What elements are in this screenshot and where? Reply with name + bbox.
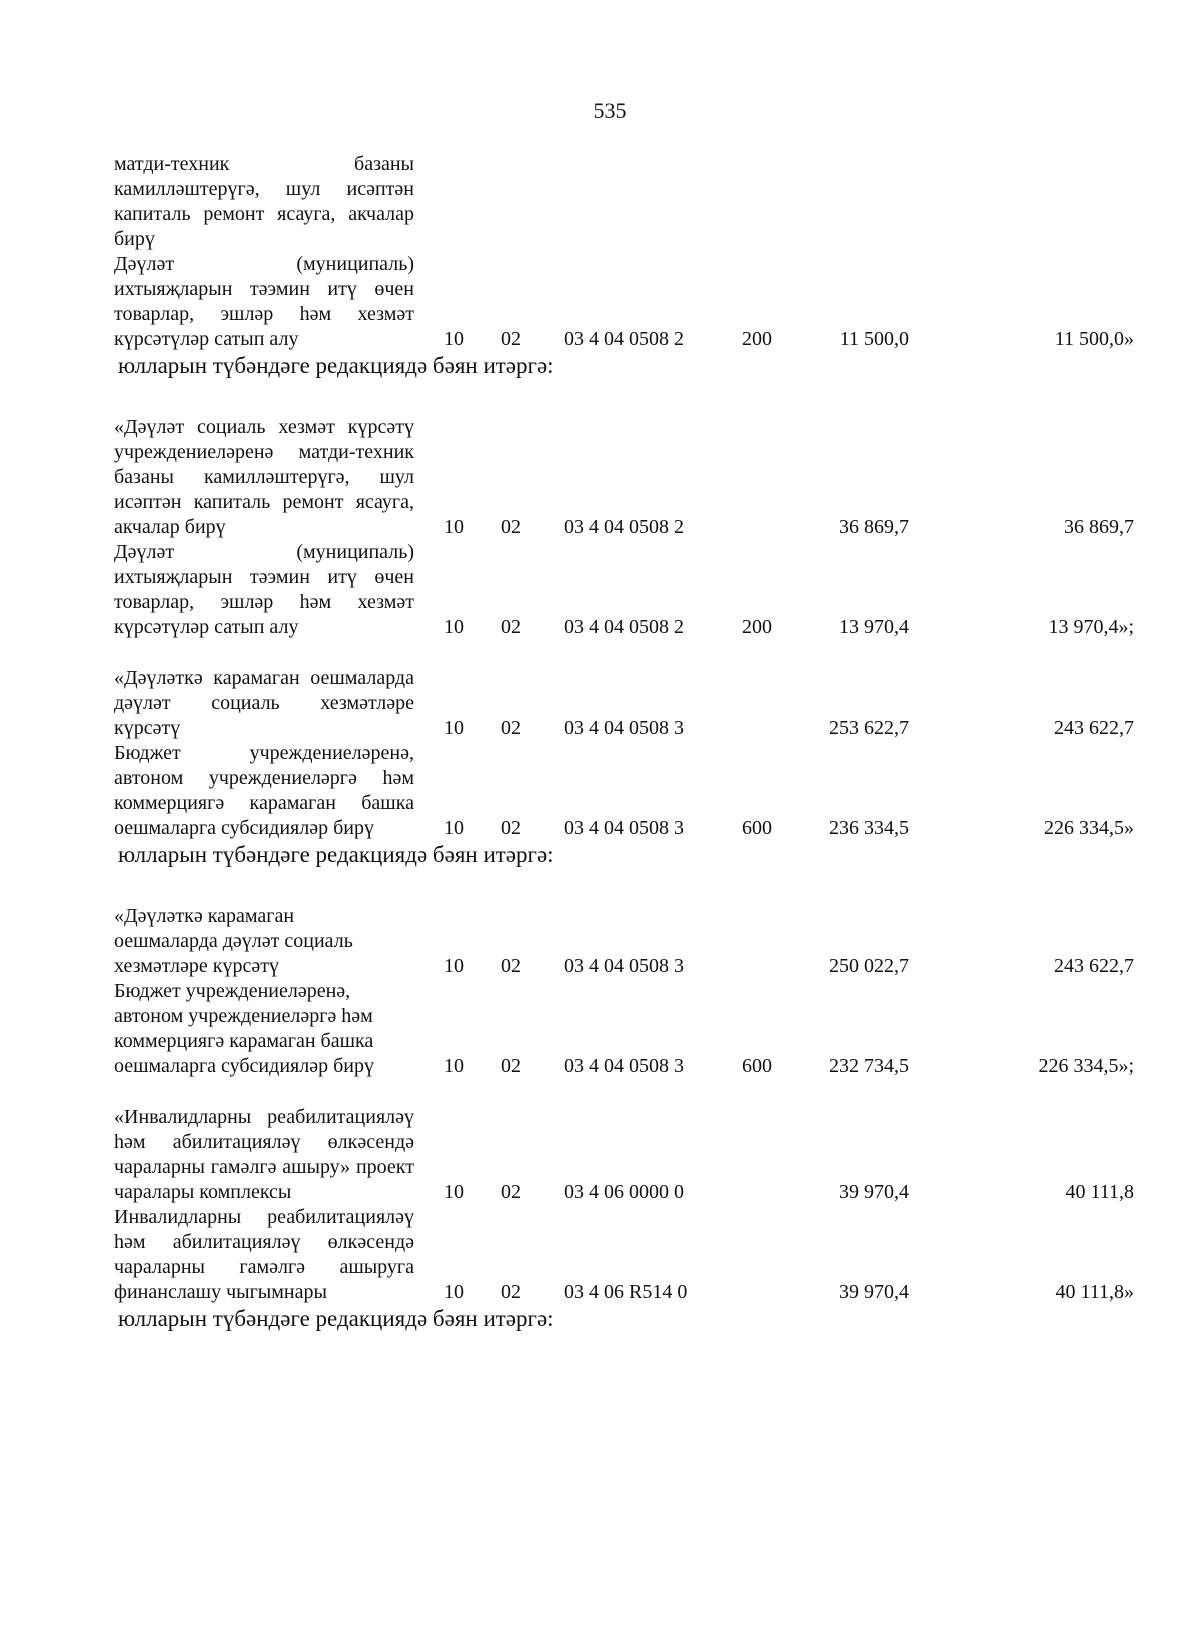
table-row [114, 979, 1134, 1079]
subsection-code: 02 [501, 717, 521, 739]
page-number: 535 [593, 98, 627, 123]
row-description: «Дәүләткә карамаган оешмаларда дәүләт социаль хезмәтләре күрсәтү [114, 905, 353, 977]
target-article-code: 03 4 04 0508 2 [564, 328, 684, 350]
row-description: «Дәүләткә карамаган оешмаларда дәүләт социаль хезмәтләре күрсәтү [114, 667, 414, 739]
amount-year-2: 226 334,5»; [1038, 1055, 1134, 1077]
table-block-2 [114, 415, 1134, 640]
amount-year-2: 11 500,0» [1054, 328, 1134, 350]
target-article-code: 03 4 04 0508 3 [564, 1055, 684, 1077]
row-description: Бюджет учреждениеләренә, автоном учреждениеләргә һәм коммерциягә карамаган башка оешмаларга субсидияләр бирү [114, 980, 374, 1077]
subsection-code: 02 [501, 955, 521, 977]
section-code: 10 [444, 955, 464, 977]
amount-year-1: 11 500,0 [839, 328, 909, 350]
instruction-paragraph: юлларын түбәндәге редакциядә бәян итәргә: [118, 842, 554, 867]
expense-type-code: 600 [742, 1055, 772, 1077]
row-description: Бюджет учреждениеләренә, автоном учреждениеләргә һәм коммерциягә карамаган башка оешмаларга субсидияләр бирү [114, 742, 414, 839]
amount-year-1: 39 970,4 [839, 1281, 909, 1303]
row-description: Дәүләт (муниципаль) ихтыяҗларын тәэмин итү өчен товарлар, эшләр һәм хезмәт күрсәтүләр сатып алу [114, 253, 414, 350]
target-article-code: 03 4 04 0508 3 [564, 717, 684, 739]
table-block-1 [114, 152, 1134, 352]
amount-year-2: 243 622,7 [1054, 717, 1134, 739]
section-code: 10 [444, 1181, 464, 1203]
target-article-code: 03 4 06 R514 0 [564, 1281, 688, 1303]
amount-year-2: 40 111,8» [1055, 1281, 1134, 1303]
subsection-code: 02 [501, 516, 521, 538]
target-article-code: 03 4 04 0508 3 [564, 955, 684, 977]
amount-year-1: 253 622,7 [829, 717, 909, 739]
row-description: «Дәүләт социаль хезмәт күрсәтү учреждениеләренә матди-техник базаны камилләштерүгә, шул исәптән капиталь ремонт ясауга, акчалар бирү [114, 416, 414, 538]
section-code: 10 [444, 616, 464, 638]
section-code: 10 [444, 516, 464, 538]
target-article-code: 03 4 04 0508 3 [564, 817, 684, 839]
amount-year-1: 13 970,4 [839, 616, 909, 638]
table-block-3 [114, 666, 1134, 841]
table-block-5 [114, 1105, 1134, 1305]
subsection-code: 02 [501, 1281, 521, 1303]
amount-year-2: 36 869,7 [1064, 516, 1134, 538]
section-code: 10 [444, 328, 464, 350]
instruction-paragraph: юлларын түбәндәге редакциядә бәян итәргә: [118, 353, 554, 378]
expense-type-code: 600 [742, 817, 772, 839]
amount-year-1: 39 970,4 [839, 1181, 909, 1203]
amount-year-2: 226 334,5» [1044, 817, 1134, 839]
subsection-code: 02 [501, 1055, 521, 1077]
amount-year-1: 236 334,5 [829, 817, 909, 839]
target-article-code: 03 4 04 0508 2 [564, 516, 684, 538]
section-code: 10 [444, 817, 464, 839]
amount-year-1: 250 022,7 [829, 955, 909, 977]
section-code: 10 [444, 717, 464, 739]
table-block-4 [114, 904, 1134, 1079]
subsection-code: 02 [501, 1181, 521, 1203]
row-description: Дәүләт (муниципаль) ихтыяҗларын тәэмин итү өчен товарлар, эшләр һәм хезмәт күрсәтүләр сатып алу [114, 541, 414, 638]
section-code: 10 [444, 1281, 464, 1303]
instruction-paragraph: юлларын түбәндәге редакциядә бәян итәргә: [118, 1306, 554, 1331]
subsection-code: 02 [501, 616, 521, 638]
table-row [114, 540, 1134, 640]
expense-type-code: 200 [742, 616, 772, 638]
row-description: матди-техник базаны камилләштерүгә, шул исәптән капиталь ремонт ясауга, акчалар бирү [114, 153, 414, 250]
table-row [114, 415, 1134, 540]
table-row [114, 741, 1134, 841]
row-description: Инвалидларны реабилитацияләү һәм абилитацияләү өлкәсендә чараларны гамәлгә ашыруга финанслашу чыгымнары [114, 1206, 414, 1303]
table-row [114, 904, 1134, 979]
section-code: 10 [444, 1055, 464, 1077]
subsection-code: 02 [501, 328, 521, 350]
amount-year-1: 36 869,7 [839, 516, 909, 538]
target-article-code: 03 4 04 0508 2 [564, 616, 684, 638]
amount-year-1: 232 734,5 [829, 1055, 909, 1077]
document-body [114, 152, 1134, 1332]
amount-year-2: 40 111,8 [1065, 1181, 1134, 1203]
table-row [114, 1205, 1134, 1305]
table-row [114, 152, 1134, 252]
subsection-code: 02 [501, 817, 521, 839]
amount-year-2: 13 970,4»; [1048, 616, 1134, 638]
table-row [114, 252, 1134, 352]
target-article-code: 03 4 06 0000 0 [564, 1181, 684, 1203]
row-description: «Инвалидларны реабилитацияләү һәм абилитацияләү өлкәсендә чараларны гамәлгә ашыру» проект чаралары комплексы [114, 1106, 414, 1203]
table-row [114, 666, 1134, 741]
expense-type-code: 200 [742, 328, 772, 350]
table-row [114, 1105, 1134, 1205]
amount-year-2: 243 622,7 [1054, 955, 1134, 977]
